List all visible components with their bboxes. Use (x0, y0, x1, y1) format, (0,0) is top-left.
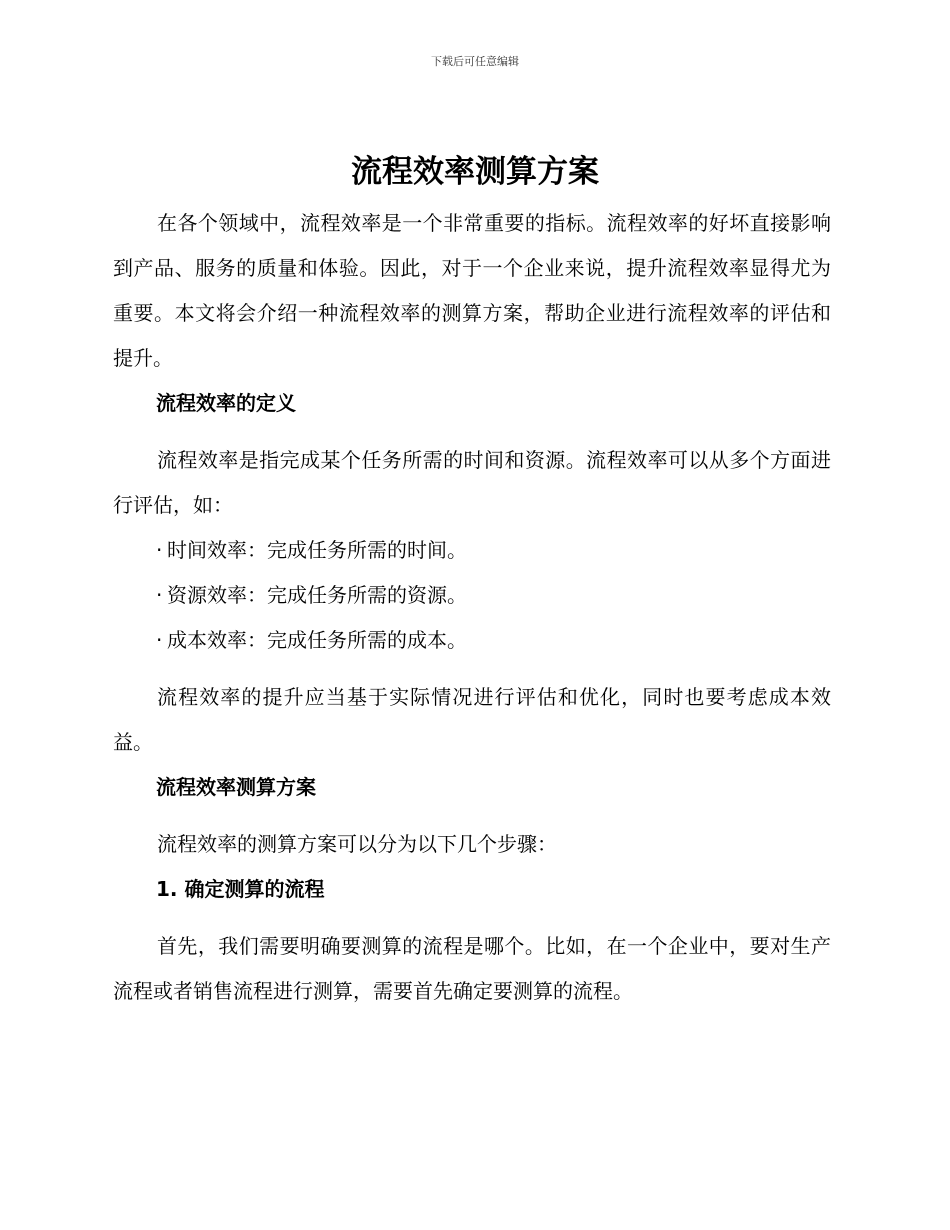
optimization-paragraph: 流程效率的提升应当基于实际情况进行评估和优化，同时也要考虑成本效益。 (113, 685, 831, 754)
section-heading-plan: 流程效率测算方案 (156, 775, 316, 799)
steps-intro-paragraph: 流程效率的测算方案可以分为以下几个步骤： (157, 832, 557, 856)
step-heading-1: 1. 确定测算的流程 (156, 877, 325, 901)
bullet-marker: · (156, 628, 163, 652)
bullet-marker: · (156, 538, 163, 562)
list-item-text: 资源效率：完成任务所需的资源。 (167, 583, 467, 607)
bullet-marker: · (156, 583, 163, 607)
list-item (113, 528, 831, 573)
intro-paragraph: 在各个领域中，流程效率是一个非常重要的指标。流程效率的好坏直接影响到产品、服务的质量和体验。因此，对于一个企业来说，提升流程效率显得尤为重要。本文将会介绍一种流程效率的测算方案，帮助企业进行流程效率的评估和提升。 (113, 211, 831, 370)
page-header-note: 下载后可任意编辑 (431, 55, 519, 68)
definition-paragraph: 流程效率是指完成某个任务所需的时间和资源。流程效率可以从多个方面进行评估，如： (113, 448, 831, 517)
document-body (113, 201, 831, 1014)
document-title: 流程效率测算方案 (351, 154, 599, 190)
list-item-text: 时间效率：完成任务所需的时间。 (167, 538, 467, 562)
list-item-text: 成本效率：完成任务所需的成本。 (167, 628, 467, 652)
list-item (113, 618, 831, 663)
step1-paragraph: 首先，我们需要明确要测算的流程是哪个。比如，在一个企业中，要对生产流程或者销售流程进行测算，需要首先确定要测算的流程。 (113, 934, 831, 1003)
list-item (113, 573, 831, 618)
section-heading-definition: 流程效率的定义 (156, 391, 296, 415)
